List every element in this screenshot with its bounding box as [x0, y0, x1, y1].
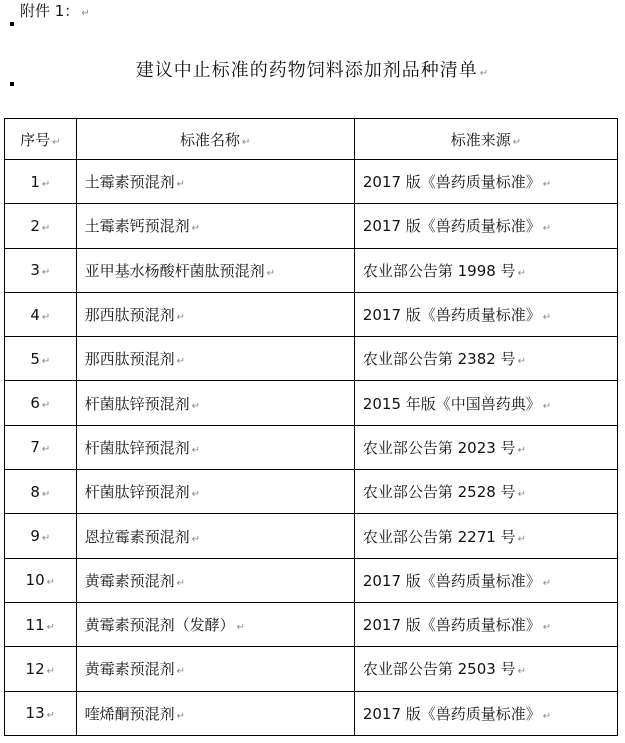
header-standard-source: 标准来源 ↵: [354, 119, 617, 160]
row-standard-name: 杆菌肽锌预混剂 ↵: [76, 470, 354, 514]
row-number: 12 ↵: [5, 647, 77, 691]
row-number: 2 ↵: [5, 204, 77, 248]
table-header-row: [5, 119, 618, 160]
row-number: 1 ↵: [5, 160, 77, 204]
row-number: 3 ↵: [5, 248, 77, 292]
row-number: 4 ↵: [5, 292, 77, 336]
row-standard-source: 2017 版《兽药质量标准》 ↵: [354, 204, 617, 248]
row-standard-name: 那西肽预混剂 ↵: [76, 292, 354, 336]
row-standard-name: 亚甲基水杨酸杆菌肽预混剂 ↵: [76, 248, 354, 292]
row-standard-name: 黄霉素预混剂 ↵: [76, 558, 354, 602]
row-standard-source: 农业部公告第 2271 号 ↵: [354, 514, 617, 558]
paragraph-marker: [10, 22, 14, 26]
row-number: 6 ↵: [5, 381, 77, 425]
row-standard-source: 2015 年版《中国兽药典》 ↵: [354, 381, 617, 425]
row-number: 11 ↵: [5, 602, 77, 646]
row-number: 5 ↵: [5, 337, 77, 381]
row-standard-name: 黄霉素预混剂 ↵: [76, 647, 354, 691]
row-standard-source: 2017 版《兽药质量标准》 ↵: [354, 602, 617, 646]
table-row: [5, 337, 618, 381]
row-standard-source: 农业部公告第 1998 号 ↵: [354, 248, 617, 292]
standards-table: [4, 118, 618, 736]
table-row: [5, 514, 618, 558]
row-standard-source: 农业部公告第 2023 号 ↵: [354, 425, 617, 469]
row-standard-name: 恩拉霉素预混剂 ↵: [76, 514, 354, 558]
table-row: [5, 160, 618, 204]
row-standard-name: 杆菌肽锌预混剂 ↵: [76, 425, 354, 469]
row-standard-source: 2017 版《兽药质量标准》 ↵: [354, 691, 617, 735]
table-row: [5, 602, 618, 646]
row-standard-source: 2017 版《兽药质量标准》 ↵: [354, 292, 617, 336]
table-row: [5, 204, 618, 248]
row-number: 9 ↵: [5, 514, 77, 558]
row-standard-source: 农业部公告第 2528 号 ↵: [354, 470, 617, 514]
row-standard-source: 农业部公告第 2503 号 ↵: [354, 647, 617, 691]
row-standard-name: 喹烯酮预混剂 ↵: [76, 691, 354, 735]
header-number: 序号 ↵: [5, 119, 77, 160]
table-row: [5, 647, 618, 691]
table-row: [5, 558, 618, 602]
row-standard-name: 土霉素钙预混剂 ↵: [76, 204, 354, 248]
row-standard-name: 土霉素预混剂 ↵: [76, 160, 354, 204]
header-standard-name: 标准名称 ↵: [76, 119, 354, 160]
table-row: [5, 381, 618, 425]
row-standard-name: 杆菌肽锌预混剂 ↵: [76, 381, 354, 425]
table-row: [5, 292, 618, 336]
document-title: 建议中止标准的药物饲料添加剂品种清单 ↵: [135, 60, 490, 81]
row-standard-source: 2017 版《兽药质量标准》 ↵: [354, 160, 617, 204]
table-row: [5, 425, 618, 469]
row-standard-source: 2017 版《兽药质量标准》 ↵: [354, 558, 617, 602]
row-standard-name: 那西肽预混剂 ↵: [76, 337, 354, 381]
row-number: 7 ↵: [5, 425, 77, 469]
table-row: [5, 691, 618, 735]
row-standard-source: 农业部公告第 2382 号 ↵: [354, 337, 617, 381]
row-number: 8 ↵: [5, 470, 77, 514]
row-number: 13 ↵: [5, 691, 77, 735]
table-row: [5, 248, 618, 292]
row-number: 10 ↵: [5, 558, 77, 602]
attachment-label: 附件 1： ↵: [20, 2, 90, 20]
row-standard-name: 黄霉素预混剂（发酵） ↵: [76, 602, 354, 646]
table-row: [5, 470, 618, 514]
